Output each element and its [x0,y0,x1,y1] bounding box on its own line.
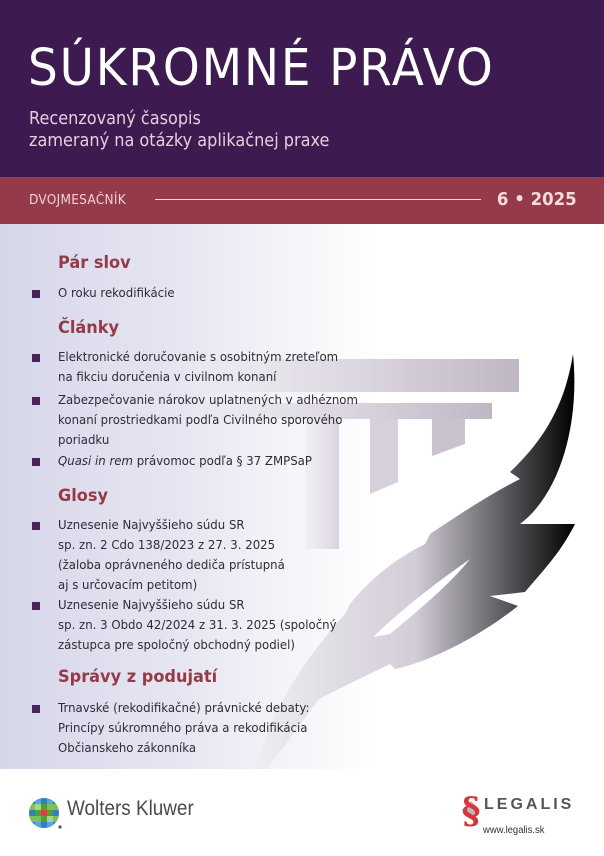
paragraph-icon [460,790,482,830]
toc-item[interactable] [58,595,337,655]
publisher-name: Wolters Kluwer [67,797,194,820]
table-of-contents [0,224,604,769]
bullet-icon [32,602,40,610]
toc-item-text: právomoc podľa § 37 ZMPSaP [132,453,312,468]
frequency-label: DVOJMESAČNÍK [29,192,126,208]
toc-item-line: na fikciu doručenia v civilnom konaní [58,369,277,384]
toc-item-line: konaní prostriedkami podľa Civilného sporového [58,412,343,427]
journal-title: SÚKROMNÉ PRÁVO [28,39,495,98]
band-divider [155,199,481,200]
toc-item-line: Princípy súkromného práva a rekodifikácia [58,720,308,735]
wolters-kluwer-logo-icon [28,797,62,831]
bullet-icon [32,458,40,466]
bullet-icon [32,290,40,298]
toc-item[interactable] [58,698,309,758]
masthead [0,0,604,177]
toc-item-line [58,451,312,471]
bullet-icon [32,397,40,405]
toc-item-line: sp. zn. 3 Obdo 42/2024 z 31. 3. 2025 (spoločný [58,617,337,632]
toc-item-line: poriadku [58,432,110,447]
svg-text:§: § [461,790,481,830]
toc-item[interactable] [58,451,312,471]
toc-item[interactable] [58,283,175,303]
toc-item[interactable] [58,347,338,387]
issue-number: 6 • 2025 [497,189,577,210]
toc-item-line: O roku rekodifikácie [58,285,175,300]
footer [0,769,604,856]
section-title-clanky: Články [58,318,120,338]
toc-item-line: Uznesenie Najvyššieho súdu SR [58,597,245,612]
bullet-icon [32,705,40,713]
legalis-url[interactable]: www.legalis.sk [483,824,545,836]
toc-item-line: zástupca pre spoločný obchodný podiel) [58,637,295,652]
toc-item-line: Trnavské (rekodifikačné) právnické debaty: [58,700,310,715]
legalis-brand: LEGALIS [484,796,575,813]
subtitle-line-1: Recenzovaný časopis [29,109,201,129]
toc-item[interactable] [58,515,285,595]
toc-item-line: sp. zn. 2 Cdo 138/2023 z 27. 3. 2025 [58,537,276,552]
section-title-spravy: Správy z podujatí [58,667,218,687]
issue-band [0,177,604,224]
toc-item-line: Občianskeho zákonníka [58,740,197,755]
toc-item[interactable] [58,390,358,450]
bullet-icon [32,354,40,362]
toc-item-line: Elektronické doručovanie s osobitným zreteľom [58,349,339,364]
toc-item-line: Uznesenie Najvyššieho súdu SR [58,517,245,532]
toc-item-line: aj s určovacím petitom) [58,577,198,592]
italic-term: Quasi in rem [58,453,133,468]
toc-item-line: (žaloba oprávneného dediča prístupná [58,557,285,572]
subtitle-line-2: zameraný na otázky aplikačnej praxe [29,131,330,151]
section-title-par-slov: Pár slov [58,253,131,273]
bullet-icon [32,522,40,530]
toc-item-line: Zabezpečovanie nárokov uplatnených v adhéznom [58,392,358,407]
journal-subtitle [29,108,329,152]
section-title-glosy: Glosy [58,486,109,506]
